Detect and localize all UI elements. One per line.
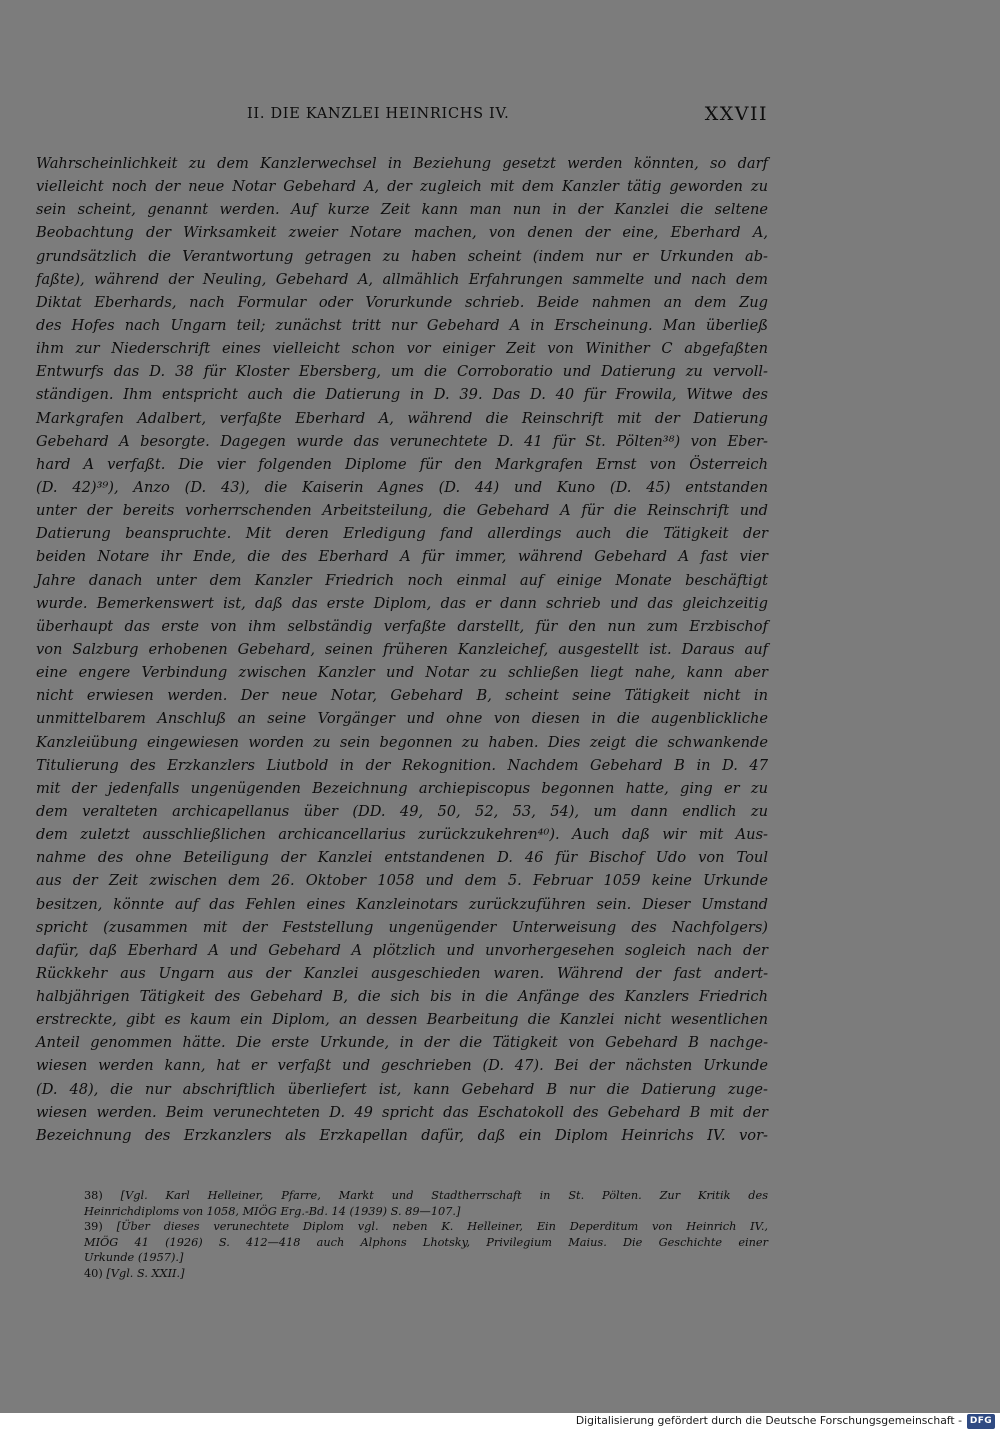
body-line: unter der bereits vorherrschenden Arbeitsteilung, die Gebehard A für die Reinschrift und bbox=[36, 502, 768, 520]
footnote-text: Heinrichdiploms von 1058, MIÖG Erg.-Bd. 14 (1939) S. 89—107.] bbox=[84, 1204, 461, 1218]
body-line: nicht erwiesen werden. Der neue Notar, Gebehard B, scheint seine Tätigkeit nicht in bbox=[36, 687, 768, 705]
body-line: besitzen, könnte auf das Fehlen eines Kanzleinotars zurückzuführen sein. Dieser Umstand bbox=[36, 895, 768, 913]
body-line: ihm zur Niederschrift eines vielleicht schon vor einiger Zeit von Winither C abgefaßten bbox=[36, 340, 768, 358]
footnote bbox=[84, 1219, 768, 1266]
footnote bbox=[84, 1188, 768, 1219]
body-line: nahme des ohne Beteiligung der Kanzlei entstandenen D. 46 für Bischof Udo von Toul bbox=[36, 849, 768, 867]
body-line: Datierung beanspruchte. Mit deren Erledigung fand allerdings auch die Tätigkeit der bbox=[36, 525, 768, 543]
footnote-line bbox=[84, 1250, 768, 1266]
body-line: vielleicht noch der neue Notar Gebehard A, der zugleich mit dem Kanzler tätig geworden zu bbox=[36, 178, 768, 196]
body-line: ständigen. Ihm entspricht auch die Datierung in D. 39. Das D. 40 für Frowila, Witwe des bbox=[36, 386, 768, 404]
body-line: Bezeichnung des Erzkanzlers als Erzkapellan dafür, daß ein Diplom Heinrichs IV. vor- bbox=[36, 1126, 768, 1144]
body-line: erstreckte, gibt es kaum ein Diplom, an dessen Bearbeitung die Kanzlei nicht wesentlichen bbox=[36, 1011, 768, 1029]
body-line: eine engere Verbindung zwischen Kanzler und Notar zu schließen liegt nahe, kann aber bbox=[36, 664, 768, 682]
footnote-line bbox=[84, 1219, 768, 1235]
body-line: grundsätzlich die Verantwortung getragen zu haben scheint (indem nur er Urkunden ab- bbox=[36, 247, 768, 265]
body-line: von Salzburg erhobenen Gebehard, seinen früheren Kanzleichef, ausgestellt ist. Daraus auf bbox=[36, 640, 768, 658]
body-line: spricht (zusammen mit der Feststellung ungenügender Unterweisung des Nachfolgers) bbox=[36, 918, 768, 936]
page-header bbox=[36, 104, 768, 130]
footnote-text: Urkunde (1957).] bbox=[84, 1251, 184, 1264]
body-line: Wahrscheinlichkeit zu dem Kanzlerwechsel in Beziehung gesetzt werden könnten, so darf bbox=[36, 155, 768, 172]
body-line: Jahre danach unter dem Kanzler Friedrich noch einmal auf einige Monate beschäftigt bbox=[36, 571, 768, 589]
body-line: Diktat Eberhards, nach Formular oder Vorurkunde schrieb. Beide nahmen an dem Zug bbox=[36, 293, 768, 311]
footnote-line bbox=[84, 1266, 768, 1282]
body-line: wiesen werden. Beim verunechteten D. 49 spricht das Eschatokoll des Gebehard B mit der bbox=[36, 1103, 768, 1121]
body-line: Beobachtung der Wirksamkeit zweier Notare machen, von denen der eine, Eberhard A, bbox=[36, 224, 768, 242]
body-line: beiden Notare ihr Ende, die des Eberhard A für immer, während Gebehard A fast vier bbox=[36, 548, 768, 566]
footnote-line bbox=[84, 1188, 768, 1204]
body-line: unmittelbarem Anschluß an seine Vorgänger und ohne von diesen in die augenblickliche bbox=[36, 710, 768, 728]
footnote-number: 40) bbox=[84, 1266, 103, 1280]
footnote-line bbox=[84, 1235, 768, 1251]
footnote-text: [Vgl. S. XXII.] bbox=[106, 1266, 185, 1280]
body-line: hard A verfaßt. Die vier folgenden Diplome für den Markgrafen Ernst von Österreich bbox=[36, 455, 768, 473]
funding-credit: Digitalisierung gefördert durch die Deutsche Forschungsgemeinschaft - bbox=[575, 1414, 962, 1427]
footnote-line bbox=[84, 1204, 768, 1220]
body-line: Kanzleiübung eingewiesen worden zu sein begonnen zu haben. Dies zeigt die schwankende bbox=[36, 733, 768, 751]
body-line: (D. 42)³⁹), Anzo (D. 43), die Kaiserin Agnes (D. 44) und Kuno (D. 45) entstanden bbox=[36, 478, 768, 496]
body-line: Titulierung des Erzkanzlers Liutbold in der Rekognition. Nachdem Gebehard B in D. 47 bbox=[36, 756, 768, 774]
body-line: Markgrafen Adalbert, verfaßte Eberhard A, während die Reinschrift mit der Datierung bbox=[36, 409, 768, 427]
footnote-number: 39) bbox=[84, 1220, 103, 1233]
body-line: aus der Zeit zwischen dem 26. Oktober 1058 und dem 5. Februar 1059 keine Urkunde bbox=[36, 872, 768, 890]
body-line: halbjährigen Tätigkeit des Gebehard B, die sich bis in die Anfänge des Kanzlers Friedrich bbox=[36, 988, 768, 1006]
footnote-text: MIÖG 41 (1926) S. 412—418 auch Alphons Lhotsky, Privilegium Maius. Die Geschichte einer bbox=[84, 1235, 768, 1249]
running-title: II. DIE KANZLEI HEINRICHS IV. bbox=[247, 106, 510, 122]
body-line: dem zuletzt ausschließlichen archicancellarius zurückzukehren⁴⁰). Auch daß wir mit Aus- bbox=[36, 826, 768, 844]
body-line: Anteil genommen hätte. Die erste Urkunde, in der die Tätigkeit von Gebehard B nachge- bbox=[36, 1034, 768, 1052]
body-line: überhaupt das erste von ihm selbständig verfaßte darstellt, für den nun zum Erzbischof bbox=[36, 617, 768, 635]
footnote bbox=[84, 1266, 768, 1282]
body-line: mit der jedenfalls ungenügenden Bezeichnung archiepiscopus begonnen hatte, ging er zu bbox=[36, 779, 768, 797]
body-line: Entwurfs das D. 38 für Kloster Ebersberg, um die Corroboratio und Datierung zu vervoll- bbox=[36, 363, 768, 381]
body-line: sein scheint, genannt werden. Auf kurze Zeit kann man nun in der Kanzlei die seltene bbox=[36, 201, 768, 219]
footnote-text: [Vgl. Karl Helleiner, Pfarre, Markt und Stadtherrschaft in St. Pölten. Zur Kritik des bbox=[120, 1189, 768, 1202]
body-line: Gebehard A besorgte. Dagegen wurde das verunechtete D. 41 für St. Pölten³⁸) von Eber- bbox=[36, 432, 768, 450]
body-line: wurde. Bemerkenswert ist, daß das erste Diplom, das er dann schrieb und das gleichzeitig bbox=[36, 594, 768, 612]
footnote-number: 38) bbox=[84, 1189, 103, 1202]
footer-bar bbox=[0, 1413, 1000, 1431]
body-line: des Hofes nach Ungarn teil; zunächst tritt nur Gebehard A in Erscheinung. Man überließ bbox=[36, 316, 768, 334]
body-text bbox=[36, 152, 768, 1147]
body-line: Rückkehr aus Ungarn aus der Kanzlei ausgeschieden waren. Während der fast andert- bbox=[36, 964, 768, 982]
body-line: dem veralteten archicapellanus über (DD. 49, 50, 52, 53, 54), um dann endlich zu bbox=[36, 802, 768, 820]
body-line: dafür, daß Eberhard A und Gebehard A plötzlich und unvorhergesehen sogleich nach der bbox=[36, 941, 768, 959]
page-number: XXVII bbox=[704, 103, 768, 125]
body-line: wiesen werden kann, hat er verfaßt und geschrieben (D. 47). Bei der nächsten Urkunde bbox=[36, 1057, 768, 1075]
footnote-text: [Über dieses verunechtete Diplom vgl. neben K. Helleiner, Ein Deperditum von Heinrich IV., bbox=[116, 1220, 768, 1233]
dfg-logo-icon: DFG bbox=[967, 1414, 995, 1429]
body-line: faßte), während der Neuling, Gebehard A, allmählich Erfahrungen sammelte und nach dem bbox=[36, 270, 768, 288]
footnotes bbox=[84, 1188, 768, 1281]
body-line: (D. 48), die nur abschriftlich überliefert ist, kann Gebehard B nur die Datierung zuge- bbox=[36, 1080, 768, 1098]
